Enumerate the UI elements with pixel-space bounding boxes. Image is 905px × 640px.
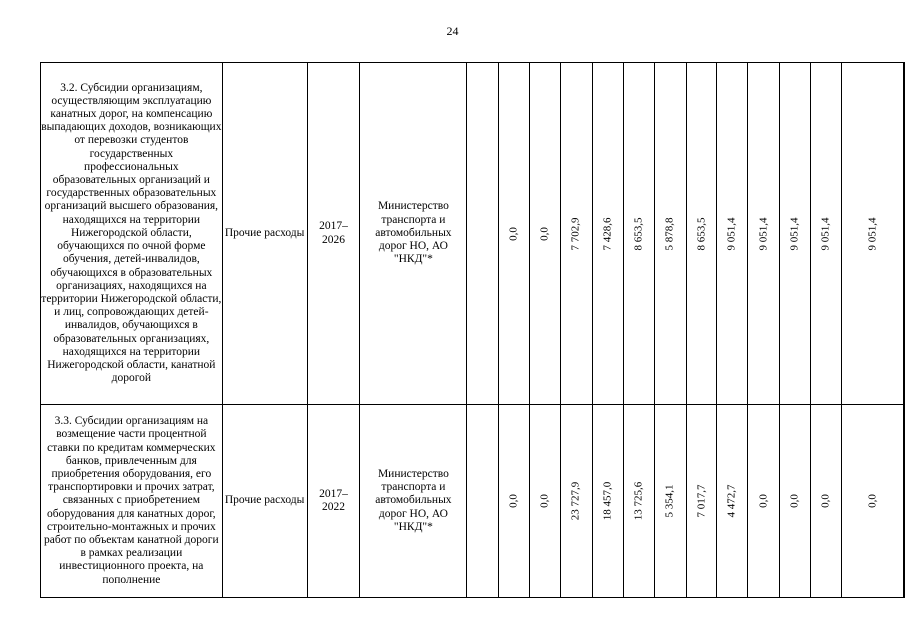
- value-text: 4 472,7: [725, 484, 738, 518]
- value-cell: [561, 63, 593, 405]
- value-cell: [592, 405, 623, 598]
- value-text: 0,0: [788, 494, 801, 508]
- total-cell: [904, 63, 905, 405]
- table-row: [41, 405, 905, 598]
- value-text: 0,0: [819, 494, 832, 508]
- value-cell: [686, 63, 717, 405]
- value-text: 0,0: [507, 494, 520, 508]
- value-text: 5 878,8: [663, 217, 676, 250]
- value-cell: [686, 405, 717, 598]
- value-cell: [592, 63, 623, 405]
- table-row: [41, 63, 905, 405]
- total-value: [904, 482, 905, 521]
- empty-cell: [467, 63, 499, 405]
- value-cell: [499, 63, 530, 405]
- executor: Министерство транспорта и автомобильных дорог НО, АО "НКД"*: [360, 405, 467, 598]
- value-text: 7 428,6: [601, 217, 614, 250]
- value-cell: [811, 63, 842, 405]
- value-cell: [780, 405, 811, 598]
- value-cell: [561, 405, 593, 598]
- value-text: 8 653,5: [632, 217, 645, 250]
- value-text: 9 051,4: [788, 217, 801, 250]
- implementation-period: [307, 63, 360, 405]
- value-text: 0,0: [538, 226, 551, 241]
- value-cell: [842, 405, 904, 598]
- value-text: 0,0: [507, 226, 520, 241]
- value-text: 18 457,0: [601, 481, 614, 521]
- value-cell: [654, 63, 686, 405]
- measure-description: 3.3. Субсидии организациям на возмещение части процентной ставки по кредитам коммерческих банков, привлеченным для приобретения оборудования, его транспортировки и прочих затрат, связанных с приобретением оборудования для канатных дорог, строительно-монтажных и прочих работ по объектам канатной дороги в рамках реализации инвестиционного проекта, на пополнение: [41, 405, 223, 598]
- value-text: 0,0: [538, 494, 551, 508]
- measure-description: 3.2. Субсидии организациям, осуществляющим эксплуатацию канатных дорог, на компенсацию выпадающих доходов, возникающих от перевозки студентов государственных профессиональных образовательных организаций и государственных образовательных организаций высшего образования, находящихся на территории Нижегородской области, обучающихся по очной форме обучения, детей-инвалидов, обучающихся в образовательных организациях, находящихся на территории Нижегородской области, и лиц, сопровождающих детей-инвалидов, обучающихся в образовательных организациях, находящихся на территории Нижегородской области, канатной дорогой: [41, 63, 223, 405]
- value-cell: [717, 405, 748, 598]
- value-text: 9 051,4: [819, 217, 832, 250]
- value-text: 0,0: [757, 494, 770, 508]
- value-text: 9 051,4: [725, 217, 738, 250]
- implementation-period: [307, 405, 360, 598]
- value-text: 7 702,9: [569, 217, 582, 250]
- page-number: 24: [446, 24, 459, 38]
- total-value: [904, 214, 905, 253]
- value-text: 5 354,1: [663, 484, 676, 518]
- expense-type: Прочие расходы: [222, 63, 307, 405]
- value-text: 7 017,7: [694, 484, 707, 518]
- value-cell: [654, 405, 686, 598]
- value-cell: [623, 405, 654, 598]
- value-text: 23 727,9: [569, 481, 582, 521]
- value-cell: [748, 405, 780, 598]
- executor: Министерство транспорта и автомобильных дорог НО, АО "НКД"*: [360, 63, 467, 405]
- period-start: 2017–: [319, 487, 348, 500]
- value-text: 0,0: [865, 494, 878, 508]
- value-cell: [748, 63, 780, 405]
- period-end: 2022: [322, 501, 345, 513]
- value-text: 9 051,4: [757, 217, 770, 250]
- value-cell: [811, 405, 842, 598]
- total-cell: [904, 405, 905, 598]
- value-cell: [717, 63, 748, 405]
- value-text: 8 653,5: [694, 217, 707, 250]
- value-cell: [623, 63, 654, 405]
- value-cell: [780, 63, 811, 405]
- period-start: 2017–: [319, 220, 348, 233]
- value-cell: [530, 405, 561, 598]
- budget-table: [40, 62, 905, 598]
- period-end: 2026: [322, 233, 345, 246]
- expense-type: Прочие расходы: [222, 405, 307, 598]
- value-text: 9 051,4: [865, 217, 878, 250]
- value-cell: [530, 63, 561, 405]
- value-cell: [842, 63, 904, 405]
- value-text: 13 725,6: [632, 481, 645, 521]
- value-cell: [499, 405, 530, 598]
- empty-cell: [467, 405, 499, 598]
